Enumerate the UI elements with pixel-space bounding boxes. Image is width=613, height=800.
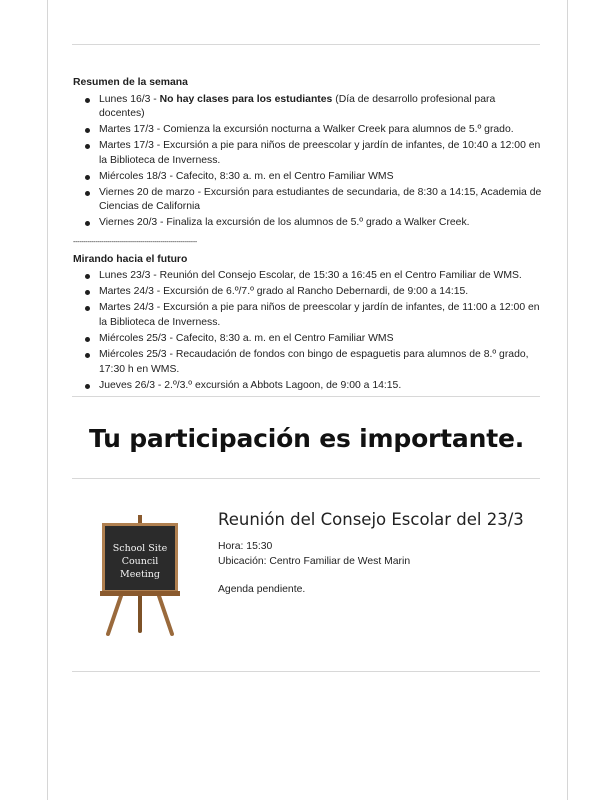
meeting-time: Hora: 15:30 [218, 541, 273, 552]
meeting-agenda: Agenda pendiente. [218, 584, 306, 595]
looking-ahead-list [73, 269, 543, 393]
item-date: Miércoles 25/3 - [99, 349, 176, 361]
item-text: Comienza la excursión nocturna a Walker Creek para alumnos de 5.º grado. [163, 124, 514, 136]
meeting-location: Ubicación: Centro Familiar de West Marin [218, 556, 411, 567]
section-divider [72, 478, 540, 479]
meeting-title: Reunión del Consejo Escolar del 23/3 [218, 510, 524, 529]
meeting-details [218, 510, 538, 597]
item-text: Excursión para estudiantes de secundaria, de 8:30 a 14:15, Academia de Ciencias de California [99, 186, 542, 213]
chalkboard-easel-image [96, 513, 184, 637]
section-divider [72, 396, 540, 397]
list-item [99, 269, 543, 284]
chalk-line-1: School Site [112, 543, 168, 554]
item-date: Jueves 26/3 - [99, 379, 165, 391]
item-date: Miércoles 18/3 - [99, 170, 176, 182]
item-date: Martes 17/3 - [99, 124, 164, 136]
list-item [99, 170, 543, 185]
item-text: Recaudación de fondos con bingo de espaguetis para alumnos de 8.º grado, 17:30 h en WMS. [99, 349, 529, 375]
list-item [99, 332, 543, 347]
list-item [99, 348, 543, 377]
chalk-line-3: Meeting [119, 569, 161, 580]
list-item [99, 139, 543, 168]
chalk-line-2: Council [121, 556, 159, 567]
item-text: Cafecito, 8:30 a. m. en el Centro Familiar WMS [175, 170, 394, 182]
item-text: Finaliza la excursión de los alumnos de 5.º grado a Walker Creek. [166, 217, 470, 229]
chalk-ledge [100, 591, 180, 596]
item-date: Miércoles 25/3 - [99, 333, 176, 345]
item-date: Martes 17/3 - [99, 140, 164, 152]
easel-right-leg [158, 593, 172, 634]
item-date: Lunes 16/3 - [99, 93, 160, 105]
item-date: Martes 24/3 - [99, 302, 164, 314]
item-text: Reunión del Consejo Escolar, de 15:30 a 16:45 en el Centro Familiar de WMS. [159, 270, 522, 282]
item-text: Cafecito, 8:30 a. m. en el Centro Familiar WMS [175, 333, 394, 345]
list-item [99, 123, 543, 138]
item-text: Excursión a pie para niños de preescolar y jardín de infantes, de 10:40 a 12:00 en la Biblioteca de Inverness. [99, 140, 541, 166]
item-text: 2.º/3.º excursión a Abbots Lagoon, de 9:00 a 14:15. [164, 379, 402, 391]
list-item [99, 186, 543, 215]
week-summary-list [73, 93, 543, 231]
list-item [99, 301, 543, 330]
item-text: (Día de desarrollo profesional para docentes) [99, 93, 496, 120]
item-date: Viernes 20 de marzo - [99, 186, 204, 198]
easel-left-leg [108, 593, 122, 634]
newsletter-calendar-section [73, 76, 543, 395]
top-divider [72, 44, 540, 45]
item-date: Martes 24/3 - [99, 286, 164, 298]
list-item [99, 216, 543, 231]
list-item [99, 93, 543, 122]
looking-ahead-heading: Mirando hacia el futuro [73, 253, 188, 265]
dashed-separator: ------------------------------------------------------------- [73, 238, 197, 246]
list-item [99, 285, 543, 300]
list-item [99, 379, 543, 394]
item-date: Viernes 20/3 - [99, 217, 167, 229]
item-text: Excursión a pie para niños de preescolar y jardín de infantes, de 11:00 a 12:00 en la Biblioteca de Inverness. [99, 302, 540, 329]
participation-title: Tu participación es importante. [88, 424, 525, 453]
item-emphasis: No hay clases para los estudiantes [159, 93, 333, 105]
item-text: Excursión de 6.º/7.º grado al Rancho Debernardi, de 9:00 a 14:15. [163, 286, 469, 298]
item-date: Lunes 23/3 - [99, 270, 160, 282]
week-summary-heading: Resumen de la semana [73, 77, 188, 88]
bottom-divider [72, 671, 540, 672]
